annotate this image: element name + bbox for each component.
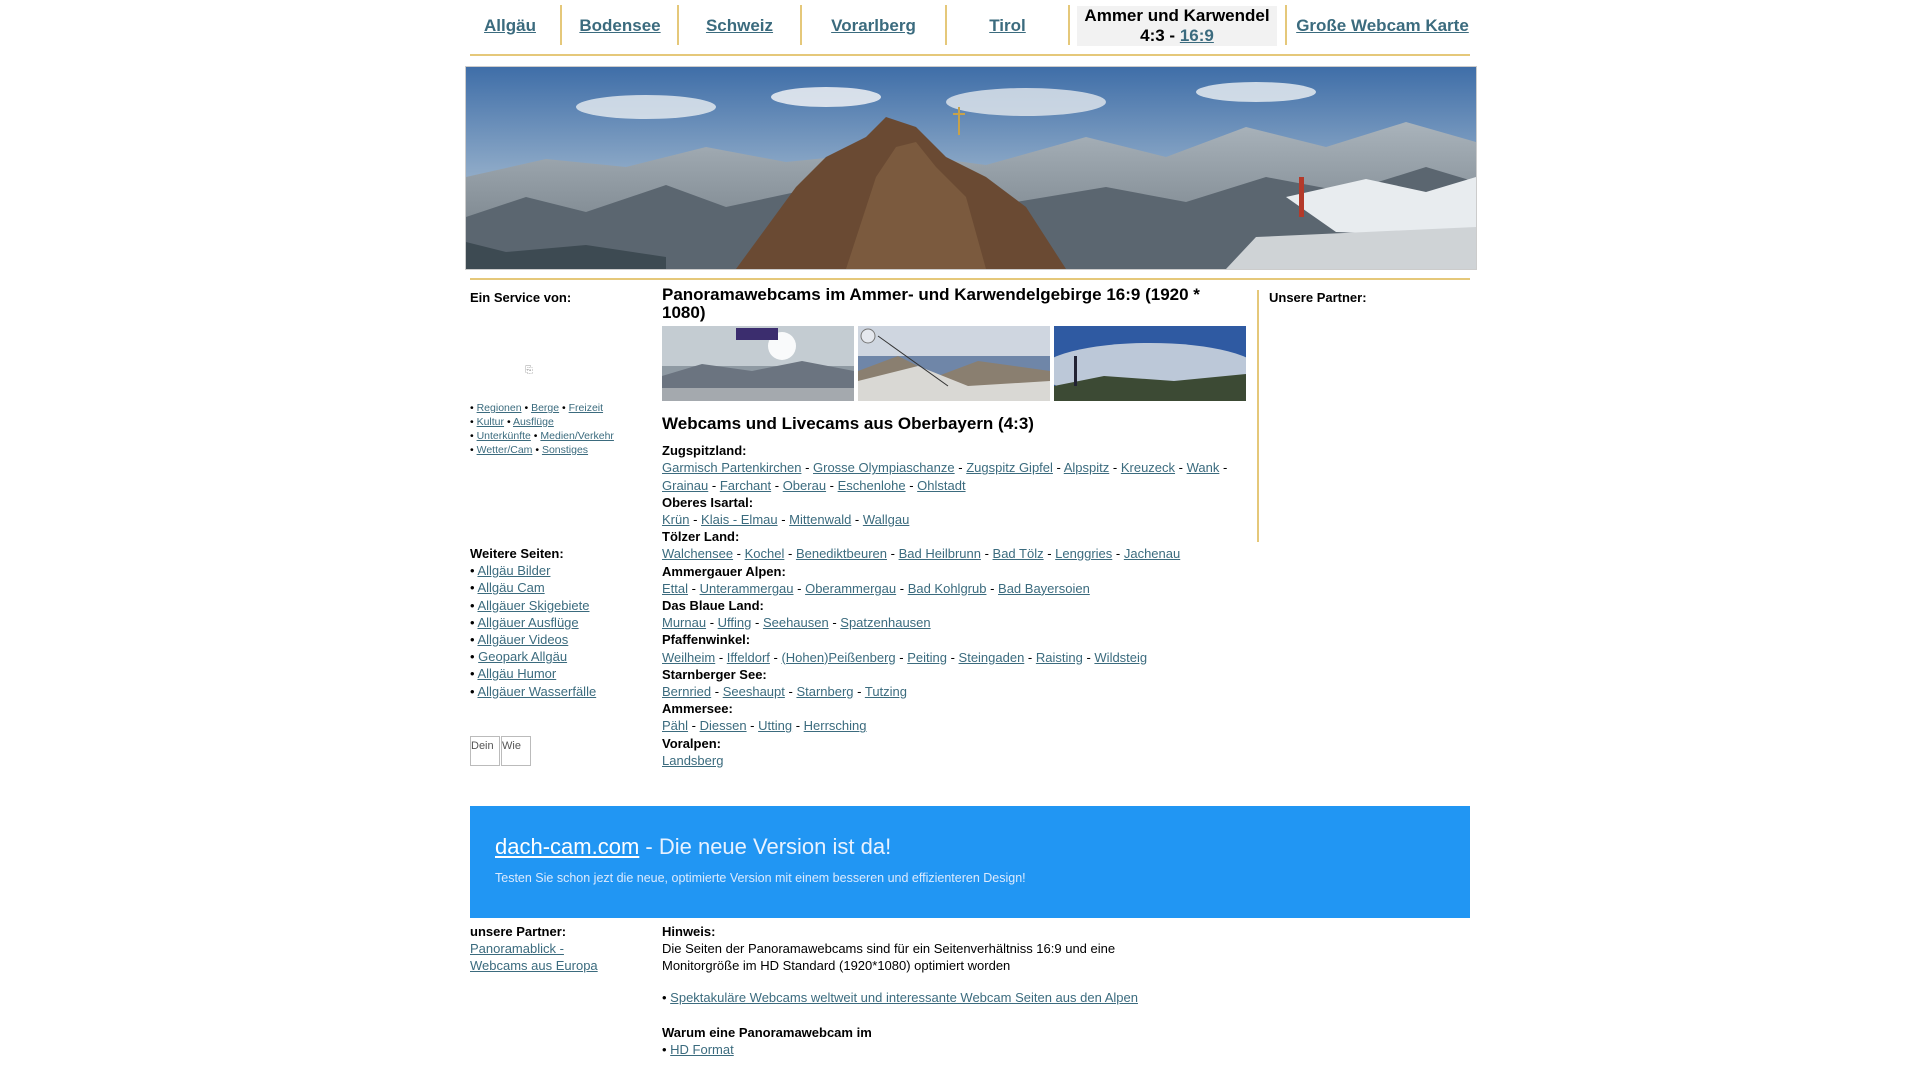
webcam-location-link[interactable]: Mittenwald (789, 512, 852, 528)
webcam-location-link[interactable]: Utting (758, 718, 793, 734)
webcam-location-link[interactable]: Grainau (662, 477, 709, 493)
new-version-banner (470, 806, 1470, 918)
footer-partners (470, 923, 598, 975)
promo-title (495, 834, 891, 860)
weitere-seiten (470, 545, 650, 700)
spectacular-webcams-item: • Spektakuläre Webcams weltweit und interessante Webcam Seiten aus den Alpen (662, 989, 1138, 1005)
webcam-location-link[interactable]: Benediktbeuren (795, 546, 888, 562)
region-links: Weilheim - Iffeldorf - (Hohen)Peißenberg - Peiting - Steingaden - Raisting - Wildsteig (662, 649, 1148, 665)
webcam-location-link[interactable]: Starnberg (796, 684, 854, 700)
weitere-link[interactable]: Allgäuer Ausflüge (477, 614, 579, 630)
webcams-europa-link[interactable]: Webcams aus Europa (470, 958, 598, 974)
webcam-location-link[interactable]: Murnau (662, 615, 707, 631)
weitere-link[interactable]: Allgäu Cam (477, 580, 545, 596)
weitere-item: • Allgäuer Skigebiete (470, 597, 590, 613)
hint-text: Die Seiten der Panoramawebcams sind für ein Seitenverhältniss 16:9 und eine Monitorgröße im HD Standard (1920*1080) optimiert worden (662, 941, 1116, 974)
webcam-location-link[interactable]: Seeshaupt (722, 684, 785, 700)
nav-allgaeu[interactable]: Allgäu (484, 16, 536, 35)
webcam-location-link[interactable]: Seehausen (762, 615, 829, 631)
nav-active-format (1140, 26, 1214, 46)
webcam-location-link[interactable]: Farchant (719, 477, 772, 493)
broken-image-icon: ⎘ (525, 365, 533, 376)
webcam-location-link[interactable]: Landsberg (662, 752, 724, 768)
category-link[interactable]: Sonstiges (541, 444, 589, 456)
region-links: Pähl - Diessen - Utting - Herrsching (662, 718, 867, 734)
panoramablick-link[interactable]: Panoramablick - (470, 941, 564, 957)
webcam-location-link[interactable]: Oberammergau (805, 580, 897, 596)
webcam-location-link[interactable]: Steingaden (958, 649, 1025, 665)
nav-separator (945, 5, 947, 45)
category-link[interactable]: Regionen (476, 402, 522, 414)
image-alt-text: Wie (502, 739, 521, 752)
dach-cam-link[interactable]: dach-cam.com (495, 834, 640, 859)
webcam-location-link[interactable]: Garmisch Partenkirchen (662, 460, 802, 476)
nav-active-prefix: 4:3 - (1140, 26, 1180, 45)
webcam-location-link[interactable]: Bad Kohlgrub (907, 580, 987, 596)
category-links: • Regionen • Berge • Freizeit • Kultur • Ausflüge • Unterkünfte • Medien/Verkehr • Wetter/Cam • Sonstiges (470, 402, 614, 456)
webcam-location-link[interactable]: Ohlstadt (917, 477, 966, 493)
main-content (662, 286, 1248, 769)
region-title: Ammergauer Alpen: (662, 563, 786, 579)
weitere-link[interactable]: Allgäuer Videos (477, 632, 569, 648)
section-title: Webcams und Livecams aus Oberbayern (4:3) (662, 414, 1034, 433)
footer-partner-link-wrap (470, 957, 598, 974)
nav-separator (677, 5, 679, 45)
banner-underline (470, 278, 1470, 280)
webcam-location-link[interactable]: Wallgau (862, 512, 910, 528)
webcam-location-link[interactable]: Tutzing (864, 684, 908, 700)
webcam-location-link[interactable]: Spatzenhausen (840, 615, 931, 631)
partner-title: Unsere Partner: (1269, 290, 1367, 305)
nav-tirol[interactable]: Tirol (989, 16, 1026, 35)
weitere-title: Weitere Seiten: (470, 546, 564, 561)
region-links (662, 752, 1248, 769)
region-title: Das Blaue Land: (662, 598, 764, 614)
region-title: Ammersee: (662, 701, 733, 717)
weitere-link[interactable]: Geopark Allgäu (478, 649, 568, 665)
webcam-location-link[interactable]: Iffeldorf (726, 649, 770, 665)
weitere-link[interactable]: Allgäuer Skigebiete (477, 597, 590, 613)
webcam-image (858, 326, 1050, 401)
webcam-location-link[interactable]: Uffing (717, 615, 752, 631)
weitere-link[interactable]: Allgäu Humor (477, 666, 557, 682)
footer-partner-title: unsere Partner: (470, 924, 567, 939)
webcam-location-link[interactable]: Peiting (907, 649, 947, 665)
weitere-item: • Allgäuer Wasserfälle (470, 683, 597, 699)
region-title: Oberes Isartal: (662, 494, 754, 510)
why-title: Warum eine Panoramawebcam im (662, 1024, 872, 1040)
broken-image-wie[interactable] (501, 736, 531, 766)
spectacular-webcams-link[interactable]: Spektakuläre Webcams weltweit und interessante Webcam Seiten aus den Alpen (670, 989, 1138, 1005)
region-title: Voralpen: (662, 735, 721, 751)
weitere-link[interactable]: Allgäuer Wasserfälle (477, 683, 597, 699)
nav-active-title: Ammer und Karwendel (1084, 6, 1270, 25)
footer-info (662, 923, 1182, 1058)
webcam-location-link[interactable]: Walchensee (662, 546, 734, 562)
webcam-location-link[interactable]: Herrsching (803, 718, 867, 734)
webcam-location-link[interactable]: Jachenau (1123, 546, 1181, 562)
region-title: Pfaffenwinkel: (662, 632, 751, 648)
hd-format-link[interactable]: HD Format (670, 1042, 734, 1058)
nav-bodensee[interactable]: Bodensee (579, 16, 661, 35)
page-title: Panoramawebcams im Ammer- und Karwendelgebirge 16:9 (1920 * 1080) (662, 285, 1200, 322)
webcam-location-link[interactable]: Klais - Elmau (701, 512, 778, 528)
right-divider (1257, 290, 1259, 542)
hint-title: Hinweis: (662, 924, 716, 939)
webcam-location-link[interactable]: Krün (662, 512, 690, 528)
region-title: Zugspitzland: (662, 443, 747, 459)
webcam-location-link[interactable]: Bad Bayersoien (998, 580, 1090, 596)
webcam-location-link[interactable]: Diessen (699, 718, 747, 734)
webcam-location-link[interactable]: Alpspitz (1063, 460, 1110, 476)
nav-ammer-karwendel-active (1077, 6, 1277, 46)
weitere-item: • Allgäu Cam (470, 580, 545, 596)
webcam-location-link[interactable]: Eschenlohe (837, 477, 906, 493)
webcam-location-link[interactable]: Unterammergau (699, 580, 794, 596)
webcam-location-link[interactable]: Wildsteig (1094, 649, 1148, 665)
nav-separator (1068, 5, 1070, 45)
webcam-thumbnail-2[interactable] (858, 326, 1050, 401)
region-links: Murnau - Uffing - Seehausen - Spatzenhausen (662, 615, 931, 631)
promo-subtitle: Testen Sie schon jezt die neue, optimierte Version mit einem besseren und effizienteren Design! (495, 871, 1026, 885)
top-navigation (470, 0, 1470, 56)
webcam-thumbnails (662, 326, 1248, 401)
webcam-location-link[interactable]: Lenggries (1055, 546, 1113, 562)
region-list (662, 442, 1248, 769)
webcam-location-link[interactable]: Weilheim (662, 649, 716, 665)
category-link[interactable]: Freizeit (568, 402, 604, 414)
region-links: Bernried - Seeshaupt - Starnberg - Tutzing (662, 684, 908, 700)
webcam-thumbnail-1[interactable] (662, 326, 854, 401)
webcam-location-link[interactable]: Grosse Olympiaschanze (813, 460, 955, 476)
webcam-location-link[interactable]: Wank (1186, 460, 1220, 476)
category-link[interactable]: Wetter/Cam (476, 444, 533, 456)
region-links: Krün - Klais - Elmau - Mittenwald - Wallgau (662, 512, 910, 528)
nav-separator (1285, 5, 1287, 45)
nav-vorarlberg[interactable]: Vorarlberg (831, 16, 916, 35)
service-title: Ein Service von: (470, 290, 572, 305)
promo-title-text: - Die neue Version ist da! (639, 834, 892, 859)
left-sidebar (470, 290, 650, 766)
webcam-location-link[interactable]: Pähl (662, 718, 689, 734)
broken-image-dein[interactable] (470, 736, 500, 766)
weitere-item: • Allgäu Bilder (470, 563, 551, 579)
webcam-location-link[interactable]: (Hohen)Peißenberg (781, 649, 896, 665)
region-links: Ettal - Unterammergau - Oberammergau - Bad Kohlgrub - Bad Bayersoien (662, 580, 1090, 596)
weitere-item: • Geopark Allgäu (470, 649, 568, 665)
region-links: Walchensee - Kochel - Benediktbeuren - Bad Heilbrunn - Bad Tölz - Lenggries - Jachenau (662, 546, 1181, 562)
weitere-item: • Allgäu Humor (470, 666, 557, 682)
webcam-image (1054, 326, 1246, 401)
category-link[interactable]: Unterkünfte (476, 430, 531, 442)
weitere-item: • Allgäuer Ausflüge (470, 614, 579, 630)
category-link[interactable]: Ausflüge (512, 416, 554, 428)
footer-partner-link-wrap (470, 940, 598, 957)
webcam-image (662, 326, 854, 401)
nav-schweiz[interactable]: Schweiz (705, 16, 774, 35)
webcam-location-link[interactable]: Oberau (782, 477, 827, 493)
webcam-location-link[interactable]: Bernried (662, 684, 712, 700)
nav-separator (800, 5, 802, 45)
nav-separator (560, 5, 562, 45)
webcam-thumbnail-3[interactable] (1054, 326, 1246, 401)
panorama-mountain-image (466, 67, 1476, 269)
webcam-location-link[interactable]: Ettal (662, 580, 689, 596)
nav-underline (470, 54, 1470, 56)
region-title: Starnberger See: (662, 666, 767, 682)
hd-format-item: • HD Format (662, 1042, 734, 1058)
weitere-link[interactable]: Allgäu Bilder (477, 563, 551, 579)
partner-sidebar (1269, 290, 1367, 305)
webcam-location-link[interactable]: Bad Heilbrunn (898, 546, 981, 562)
category-link[interactable]: Berge (531, 402, 560, 414)
webcam-location-link[interactable]: Raisting (1035, 649, 1083, 665)
category-link[interactable]: Medien/Verkehr (540, 430, 614, 442)
region-links: Garmisch Partenkirchen - Grosse Olympiaschanze - Zugspitz Gipfel - Alpspitz - Kreuzeck - Wank - Grainau - Farchant - Oberau - Eschenlohe - Ohlstadt (662, 460, 1228, 493)
panorama-banner-image[interactable] (465, 66, 1477, 270)
region-title: Tölzer Land: (662, 529, 740, 545)
webcam-location-link[interactable]: Kreuzeck (1120, 460, 1176, 476)
webcam-location-link[interactable]: Zugspitz Gipfel (966, 460, 1053, 476)
service-logo (470, 305, 650, 376)
broken-images-row (470, 736, 650, 766)
weitere-item: • Allgäuer Videos (470, 632, 569, 648)
image-alt-text: Dein (471, 739, 494, 752)
category-link[interactable]: Kultur (476, 416, 505, 428)
nav-format-16-9-link[interactable]: 16:9 (1179, 26, 1214, 45)
webcam-location-link[interactable]: Bad Tölz (992, 546, 1044, 562)
nav-webcam-map[interactable]: Große Webcam Karte (1296, 16, 1469, 35)
webcam-location-link[interactable]: Kochel (744, 546, 785, 562)
